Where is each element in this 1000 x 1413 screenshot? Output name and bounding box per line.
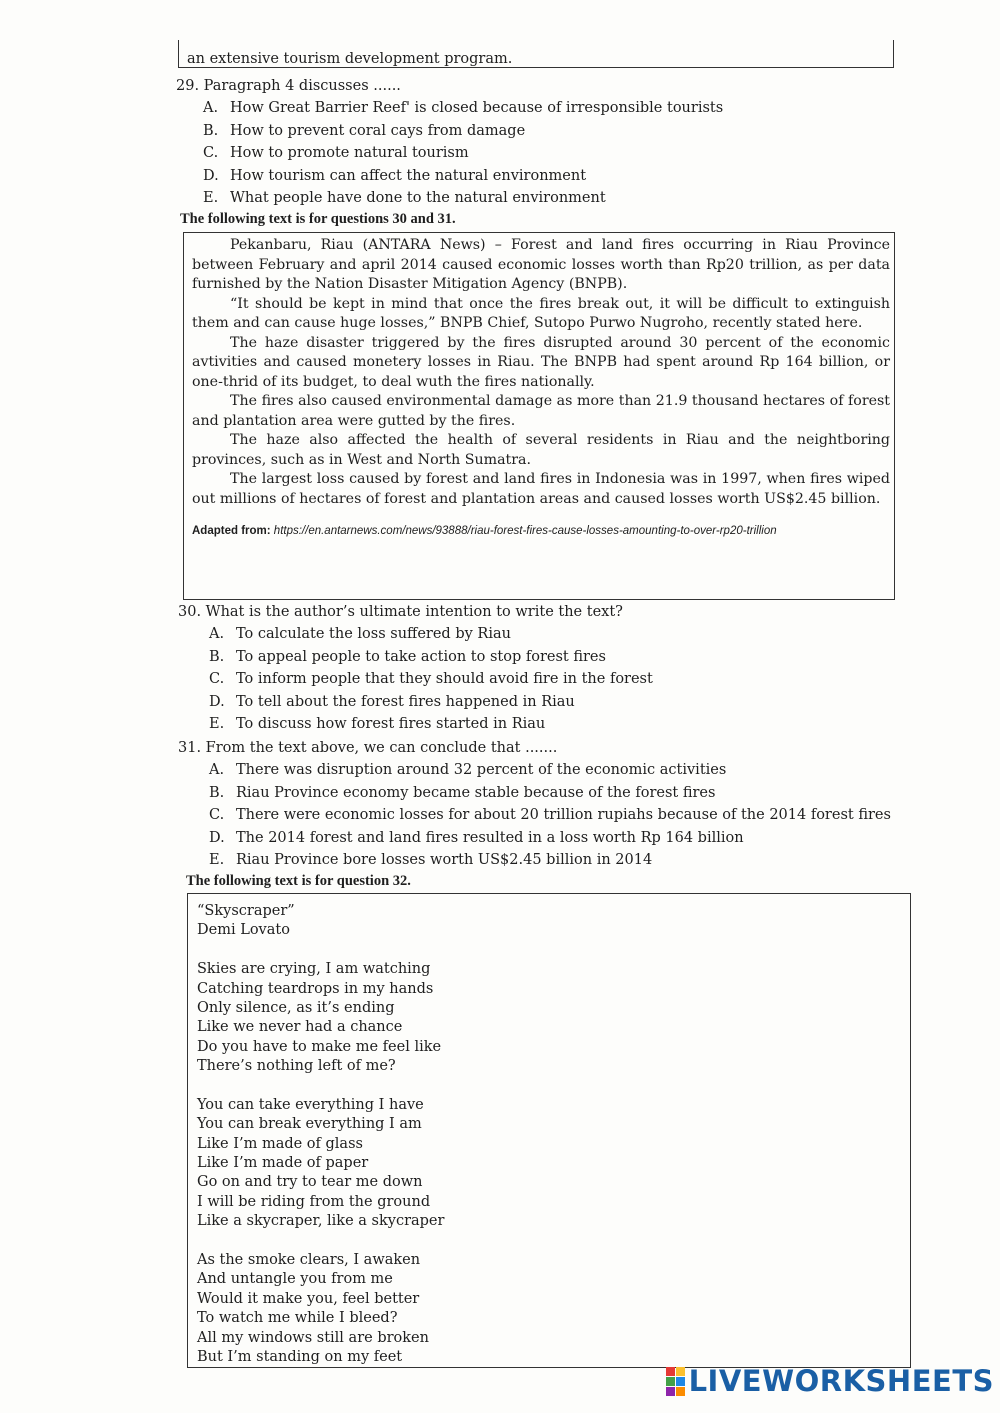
option-31-c[interactable]: C. There were economic losses for about 20 trillion rupiahs because of the 2014 forest fires [209,807,891,823]
question-29 [176,75,723,210]
question-30-stem: 30. What is the author’s ultimate intention to write the text? [178,604,623,620]
lyrics-box [187,893,911,1368]
lyric-line: Like a skycraper, like a skycraper [197,1213,445,1230]
lyric-line: Catching teardrops in my hands [197,980,434,997]
lyric-line: Do you have to make me feel like [197,1038,442,1055]
liveworksheets-logo-icon [666,1367,685,1396]
lyric-line: Like we never had a chance [197,1019,403,1036]
lyric-line: There’s nothing left of me? [197,1058,396,1075]
lyric-line: I will be riding from the ground [197,1193,431,1210]
option-30-a[interactable]: A. To calculate the loss suffered by Riau [209,626,511,642]
question-29-stem: 29. Paragraph 4 discusses ...... [176,78,401,94]
option-30-b[interactable]: B. To appeal people to take action to stop forest fires [209,648,606,665]
article-box [183,232,895,600]
option-30-d[interactable]: D. To tell about the forest fires happened in Riau [209,693,575,710]
liveworksheets-brand[interactable] [666,1363,994,1399]
question-29-options [203,97,723,210]
option-29-c[interactable]: C. How to promote natural tourism [203,145,469,161]
previous-text-last-line: an extensive tourism development program. [187,51,513,67]
option-29-a[interactable]: A. How Great Barrier Reef' is closed because of irresponsible tourists [203,100,724,116]
song-title: “Skyscraper” [197,903,295,919]
article-paragraph: The haze also affected the health of several residents in Riau and the neightboring provinces, such as in West and North Sumatra. [192,432,890,468]
question-31-stem: 31. From the text above, we can conclude that ....... [178,740,558,756]
option-29-d[interactable]: D. How tourism can affect the natural environment [203,167,587,184]
option-30-e[interactable]: E. To discuss how forest fires started in Riau [209,716,546,732]
question-31-options [209,759,891,872]
heading-question-32: The following text is for question 32. [186,873,411,889]
source-label: Adapted from: [192,525,271,537]
heading-questions-30-31: The following text is for questions 30 and 31. [180,211,456,227]
question-31 [178,737,891,872]
lyric-line: And untangle you from me [197,1271,393,1288]
option-29-e[interactable]: E. What people have done to the natural environment [203,190,606,206]
option-29-b[interactable]: B. How to prevent coral cays from damage [203,122,526,139]
lyric-line: You can take everything I have [197,1096,424,1113]
lyric-line: Would it make you, feel better [197,1290,420,1307]
lyric-line: To watch me while I bleed? [197,1310,398,1327]
article-source [192,523,890,540]
article-paragraph: The haze disaster triggered by the fires disrupted around 30 percent of the economic avtivities and caused monetery losses in Riau. The BNPB had spent around Rp 164 billion, or one-thrid of its budget, to deal wuth the fires nationally. [192,334,890,390]
article-paragraph: The fires also caused environmental damage as more than 21.9 thousand hectares of forest and plantation area were gutted by the fires. [192,393,890,429]
option-31-a[interactable]: A. There was disruption around 32 percent of the economic activities [209,762,727,778]
previous-text-box-end [178,40,894,68]
lyric-line: Like I’m made of paper [197,1155,369,1172]
lyric-line: All my windows still are broken [197,1329,429,1346]
option-31-b[interactable]: B. Riau Province economy became stable because of the forest fires [209,784,716,801]
lyric-line: Skies are crying, I am watching [197,961,431,978]
lyric-line: Like I’m made of glass [197,1135,363,1152]
brand-name: LIVEWORKSHEETS [688,1364,994,1398]
article-paragraph: “It should be kept in mind that once the fires break out, it will be difficult to extinguish them and can cause huge losses,” BNPB Chief, Sutopo Purwo Nugroho, recently stated here. [192,295,890,331]
option-31-e[interactable]: E. Riau Province bore losses worth US$2.45 billion in 2014 [209,852,653,868]
option-30-c[interactable]: C. To inform people that they should avoid fire in the forest [209,671,653,687]
option-31-d[interactable]: D. The 2014 forest and land fires resulted in a loss worth Rp 164 billion [209,829,744,846]
question-30-options [209,623,653,736]
lyric-line: You can break everything I am [197,1116,422,1133]
source-url: https://en.antarnews.com/news/93888/riau-forest-fires-cause-losses-amounting-to-over-rp20-trillion [273,525,777,537]
lyric-line: But I’m standing on my feet [197,1348,403,1365]
song-artist: Demi Lovato [197,922,290,939]
lyric-line: Go on and try to tear me down [197,1174,423,1191]
article-paragraph: The largest loss caused by forest and land fires in Indonesia was in 1997, when fires wiped out millions of hectares of forest and plantation areas and caused losses worth US$2.45 billion. [192,471,890,507]
lyric-line: As the smoke clears, I awaken [197,1252,421,1269]
article-paragraph: Pekanbaru, Riau (ANTARA News) – Forest and land fires occurring in Riau Province between February and april 2014 caused economic losses worth than Rp20 trillion, as per data furnished by the Nation Disaster Mitigation Agency (BNPB). [192,237,890,292]
lyric-line: Only silence, as it’s ending [197,999,395,1016]
question-30 [178,601,653,736]
